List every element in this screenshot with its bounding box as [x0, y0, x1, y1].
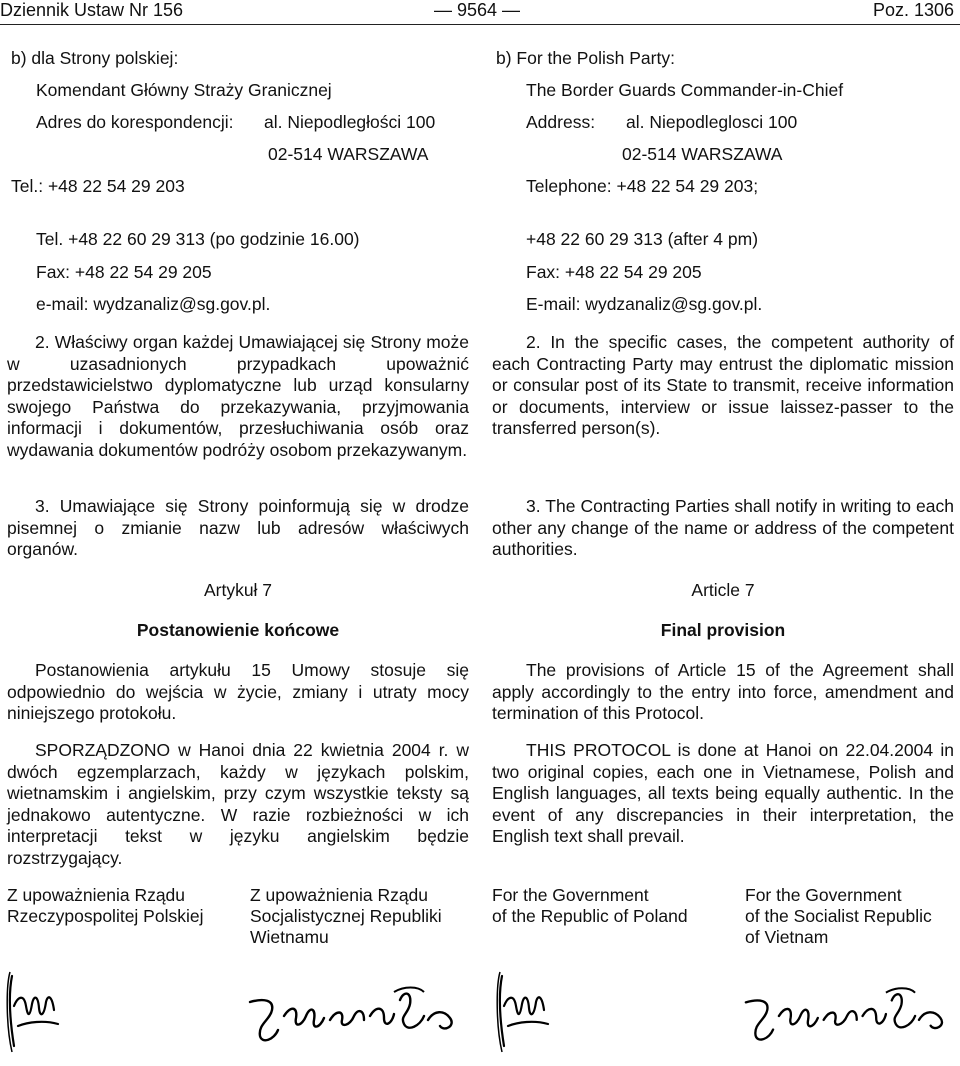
provision-heading: Postanowienie końcowe: [136, 620, 340, 640]
signatory-poland-line2: of the Republic of Poland: [492, 906, 688, 926]
signatory-vietnam-line3: Wietnamu: [250, 927, 329, 947]
journal-title: Dziennik Ustaw Nr 156: [0, 0, 184, 20]
position-number: Poz. 1306: [872, 0, 954, 20]
page-number: — 9564 —: [434, 0, 521, 20]
paragraph-3: 3. Umawiające się Strony poinformują się w drodze pisemnej o zmianie nazw lub adresów właściwych organów.: [7, 496, 469, 559]
authority-name: The Border Guards Commander-in-Chief: [526, 80, 844, 100]
paragraph-3: 3. The Contracting Parties shall notify in writing to each other any change of the name or address of the competent authorities.: [492, 496, 954, 559]
telephone: Tel.: +48 22 54 29 203: [11, 176, 185, 196]
party-heading: b) dla Strony polskiej:: [11, 48, 179, 68]
signatory-poland-line2: Rzeczypospolitej Polskiej: [7, 906, 204, 926]
address-street: al. Niepodleglosci 100: [626, 112, 798, 132]
polish-column: [7, 0, 469, 1066]
email: E-mail: wydzanaliz@sg.gov.pl.: [526, 294, 763, 314]
email: e-mail: wydzanaliz@sg.gov.pl.: [36, 294, 271, 314]
signatory-vietnam-line3: of Vietnam: [745, 927, 829, 947]
address-label: Adres do korespondencji:: [36, 112, 234, 132]
address-label: Address:: [526, 112, 596, 132]
paragraph-2: 2. Właściwy organ każdej Umawiającej się Strony może w uzasadnionych przypadkach upoważnić przedstawicielstwo dyplomatyczne lub urząd konsularny swojego Państwa do przekazywania, przyjmowania informacji i dokumentów, przesłuchiwania osób oraz wydawania dokumentów podróży osobom przekazywanym.: [7, 332, 469, 460]
signatory-poland-line1: For the Government: [492, 885, 649, 905]
provision-heading: Final provision: [660, 620, 786, 640]
signature-poland-right: [494, 966, 554, 1058]
signatory-vietnam-line1: For the Government: [745, 885, 902, 905]
paragraph-5: THIS PROTOCOL is done at Hanoi on 22.04.2004 in two original copies, each one in Vietnamese, Polish and English languages, all texts being equally authentic. In the event of any discrepancies in their interpretation, the English text shall prevail.: [492, 740, 954, 846]
signature-poland-left: [4, 966, 64, 1058]
paragraph-4: Postanowienia artykułu 15 Umowy stosuje się odpowiednio do wejścia w życie, zmiany i utraty mocy niniejszego protokołu.: [7, 660, 469, 723]
fax: Fax: +48 22 54 29 205: [526, 262, 702, 282]
paragraph-2: 2. In the specific cases, the competent authority of each Contracting Party may entrust the diplomatic mission or consular post of its State to transmit, receive information or documents, interview or issue laissez-passer to the transferred person(s).: [492, 332, 954, 438]
signatory-vietnam-line2: of the Socialist Republic: [745, 906, 932, 926]
signatory-vietnam-line2: Socjalistycznej Republiki: [250, 906, 442, 926]
paragraph-5: SPORZĄDZONO w Hanoi dnia 22 kwietnia 2004 r. w dwóch egzemplarzach, każdy w językach polskim, wietnamskim i angielskim, przy czym wszystkie teksty są jednakowo autentyczne. W razie rozbieżności w ich interpretacji tekst w języku angielskim będzie rozstrzygający.: [7, 740, 469, 868]
signatory-poland-line1: Z upoważnienia Rządu: [7, 885, 186, 905]
signatory-vietnam-line1: Z upoważnienia Rządu: [250, 885, 429, 905]
telephone-after-hours: +48 22 60 29 313 (after 4 pm): [526, 229, 759, 249]
telephone-after-hours: Tel. +48 22 60 29 313 (po godzinie 16.00): [36, 229, 360, 249]
address-city: 02-514 WARSZAWA: [622, 144, 783, 164]
party-heading: b) For the Polish Party:: [496, 48, 675, 68]
telephone: Telephone: +48 22 54 29 203;: [526, 176, 759, 196]
article-heading: Article 7: [691, 580, 755, 600]
address-street: al. Niepodległości 100: [264, 112, 436, 132]
authority-name: Komendant Główny Straży Granicznej: [36, 80, 332, 100]
signature-vietnam-left: [244, 980, 464, 1050]
article-heading: Artykuł 7: [203, 580, 273, 600]
fax: Fax: +48 22 54 29 205: [36, 262, 212, 282]
paragraph-4: The provisions of Article 15 of the Agreement shall apply accordingly to the entry into force, amendment and termination of this Protocol.: [492, 660, 954, 723]
english-column: [492, 0, 954, 1066]
signature-vietnam-right: [740, 980, 954, 1050]
address-city: 02-514 WARSZAWA: [268, 144, 429, 164]
